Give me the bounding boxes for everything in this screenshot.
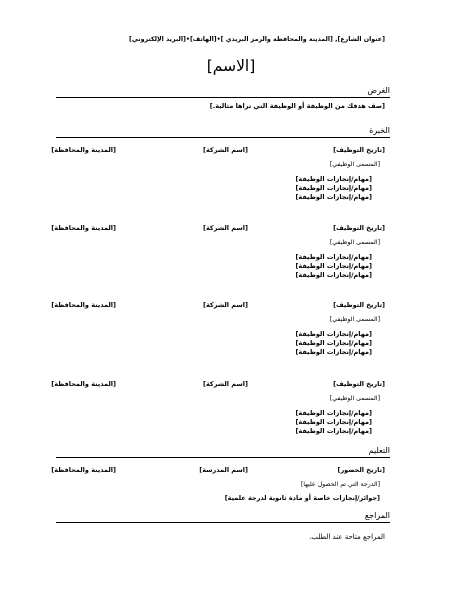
references-text: المراجع متاحة عند الطلب.	[309, 533, 385, 541]
job-dates: [تاريخ التوظيف]	[333, 146, 385, 154]
edu-location: [المدينة والمحافظة]	[51, 466, 116, 474]
edu-dates: [تاريخ الحضور]	[337, 466, 385, 474]
job-location: [المدينة والمحافظة]	[51, 146, 116, 154]
name-heading: [الاسم]	[206, 57, 256, 75]
job-company: [اسم الشركة]	[203, 224, 248, 232]
references-heading: المراجع	[364, 511, 390, 520]
experience-heading: الخبرة	[369, 126, 390, 135]
job-duty: [مهام/إنجازات الوظيفة]	[295, 184, 372, 192]
education-rule	[56, 457, 390, 458]
objective-rule	[56, 97, 390, 98]
job-duty: [مهام/إنجازات الوظيفة]	[295, 262, 372, 270]
job-duty: [مهام/إنجازات الوظيفة]	[295, 348, 372, 356]
job-title: [المسمى الوظيفي]	[329, 316, 380, 323]
objective-heading: الغرض	[367, 86, 390, 95]
job-duty: [مهام/إنجازات الوظيفة]	[295, 427, 372, 435]
job-company: [اسم الشركة]	[203, 301, 248, 309]
job-location: [المدينة والمحافظة]	[51, 301, 116, 309]
job-duty: [مهام/إنجازات الوظيفة]	[295, 418, 372, 426]
job-duty: [مهام/إنجازات الوظيفة]	[295, 271, 372, 279]
job-location: [المدينة والمحافظة]	[51, 224, 116, 232]
job-dates: [تاريخ التوظيف]	[333, 224, 385, 232]
experience-rule	[56, 137, 390, 138]
edu-awards: [جوائز/إنجازات خاصة أو مادة ثانوية لدرجة علمية]	[224, 494, 380, 502]
job-company: [اسم الشركة]	[203, 380, 248, 388]
job-duty: [مهام/إنجازات الوظيفة]	[295, 253, 372, 261]
job-duty: [مهام/إنجازات الوظيفة]	[295, 409, 372, 417]
job-duty: [مهام/إنجازات الوظيفة]	[295, 193, 372, 201]
job-duty: [مهام/إنجازات الوظيفة]	[295, 175, 372, 183]
job-title: [المسمى الوظيفي]	[329, 395, 380, 402]
contact-line: [عنوان الشارع], [المدينة والمحافظة والرمز البريدي ]•[الهاتف]•[البريد الإلكتروني]	[128, 36, 385, 43]
references-rule	[56, 522, 390, 523]
job-duty: [مهام/إنجازات الوظيفة]	[295, 339, 372, 347]
job-dates: [تاريخ التوظيف]	[333, 301, 385, 309]
job-company: [اسم الشركة]	[203, 146, 248, 154]
edu-degree: [الدرجة التي تم الحصول عليها]	[300, 481, 380, 488]
job-title: [المسمى الوظيفي]	[329, 161, 380, 168]
job-location: [المدينة والمحافظة]	[51, 380, 116, 388]
job-title: [المسمى الوظيفي]	[329, 239, 380, 246]
objective-text: [صف هدفك من الوظيفة أو الوظيفة التي تراها مثالية.]	[209, 102, 385, 110]
job-duty: [مهام/إنجازات الوظيفة]	[295, 330, 372, 338]
education-heading: التعليم	[368, 446, 390, 455]
job-dates: [تاريخ التوظيف]	[333, 380, 385, 388]
edu-school: [اسم المدرسة]	[199, 466, 248, 474]
